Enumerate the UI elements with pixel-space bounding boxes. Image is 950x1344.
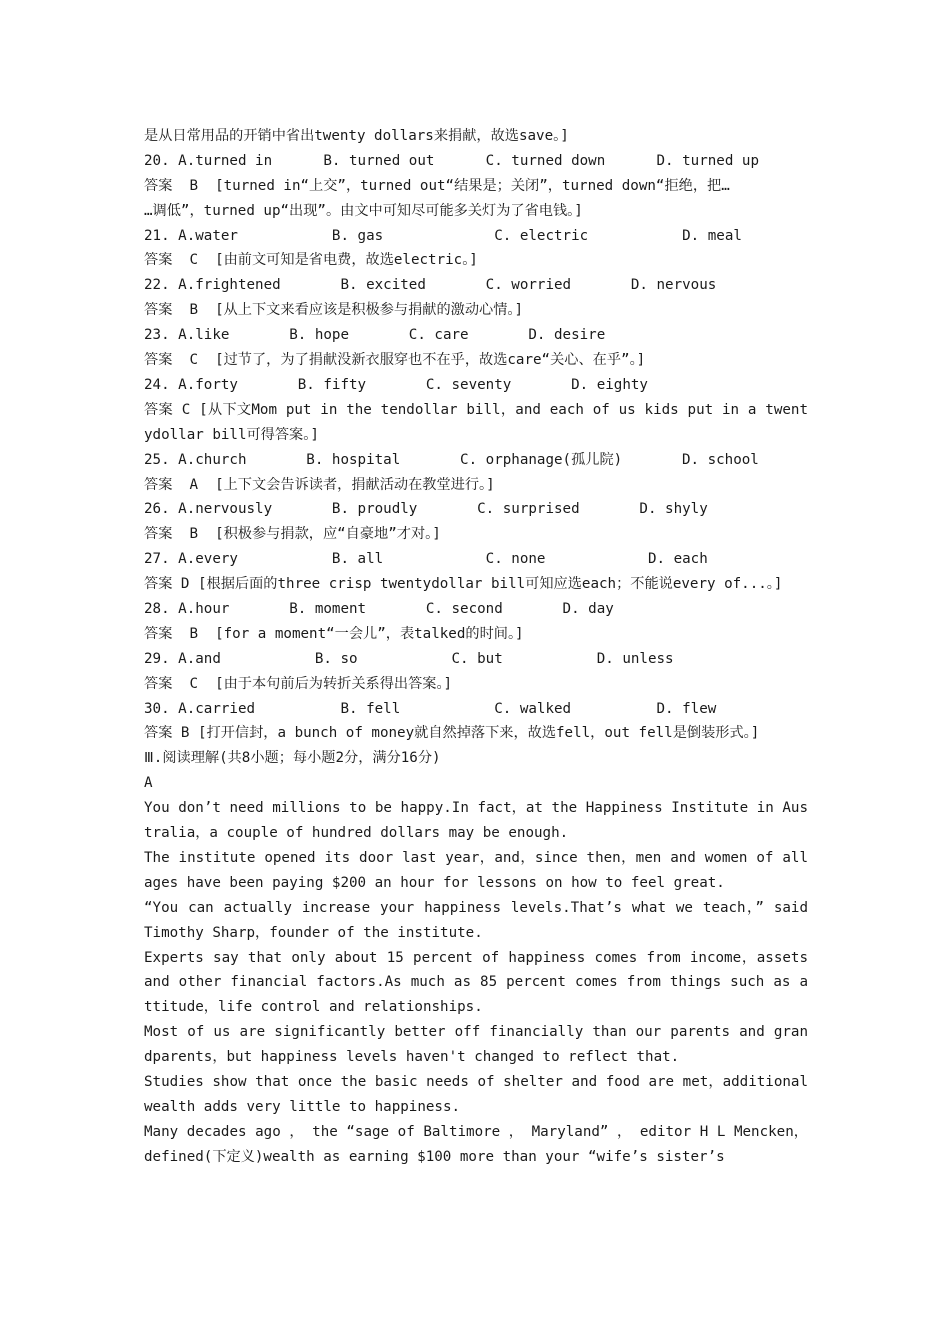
question-26: 26. A.nervously B. proudly C. surprised D. shyly <box>144 501 708 518</box>
question-29: 29. A.and B. so C. but D. unless <box>144 650 674 667</box>
answer-24: 答案 C [从下文Mom put in the tendollar bill，and each of us kids put in a twentydollar bill可得答案。] <box>144 401 808 443</box>
paragraph: The institute opened its door last year，and，since then，men and women of all ages have been paying $200 an hour for lessons on how to feel great. <box>144 849 808 891</box>
question-27: 27. A.every B. all C. none D. each <box>144 551 708 568</box>
passage-label: A <box>144 775 153 792</box>
question-23: 23. A.like B. hope C. care D. desire <box>144 327 606 344</box>
answer-20-line2: …调低”，turned up“出现”。由文中可知尽可能多关灯为了省电钱。] <box>144 202 583 219</box>
question-21: 21. A.water B. gas C. electric D. meal <box>144 227 742 244</box>
question-28: 28. A.hour B. moment C. second D. day <box>144 600 614 617</box>
paragraph: Many decades ago ， the “sage of Baltimore ， Maryland” ， editor H L Mencken，defined(下定义)wealth as earning $100 more than your “wife’s sister’s <box>144 1123 808 1165</box>
paragraph: You don’t need millions to be happy.In fact，at the Happiness Institute in Australia，a couple of hundred dollars may be enough. <box>144 800 808 842</box>
question-25: 25. A.church B. hospital C. orphanage(孤儿院) D. school <box>144 451 759 468</box>
answer-30: 答案 B [打开信封，a bunch of money就自然掉落下来，故选fell，out fell是倒装形式。] <box>144 725 760 742</box>
answer-21: 答案 C [由前文可知是省电费，故选electric。] <box>144 252 478 269</box>
section-title: Ⅲ.阅读理解(共8小题；每小题2分，满分16分) <box>144 750 441 767</box>
answer-20-line1: 答案 B [turned in“上交”，turned out“结果是；关闭”，turned down“拒绝，把… <box>144 177 730 194</box>
paragraph: Studies show that once the basic needs of shelter and food are met，additional wealth adds very little to happiness. <box>144 1074 808 1115</box>
answer-25: 答案 A [上下文会告诉读者，捐献活动在教堂进行。] <box>144 476 495 493</box>
paragraph: Experts say that only about 15 percent of happiness comes from income，assets and other financial factors.As much as 85 percent comes from things such as attitude，life control and relationships. <box>144 949 808 1016</box>
answer-22: 答案 B [从上下文来看应该是积极参与捐献的激动心情。] <box>144 302 524 319</box>
answer-26: 答案 B [积极参与捐款，应“自豪地”才对。] <box>144 526 441 543</box>
text-line: 是从日常用品的开销中省出twenty dollars来捐献，故选save。] <box>144 128 569 144</box>
question-22: 22. A.frightened B. excited C. worried D. nervous <box>144 277 717 294</box>
question-24: 24. A.forty B. fifty C. seventy D. eighty <box>144 376 648 393</box>
paragraph: Most of us are significantly better off financially than our parents and grandparents，but happiness levels haven't changed to reflect that. <box>144 1024 808 1066</box>
answer-29: 答案 C [由于本句前后为转折关系得出答案。] <box>144 675 453 692</box>
question-20: 20. A.turned in B. turned out C. turned down D. turned up <box>144 152 759 169</box>
paragraph: “You can actually increase your happiness levels.That’s what we teach，” said Timothy Sharp，founder of the institute. <box>144 899 808 941</box>
answer-23: 答案 C [过节了，为了捐献没新衣服穿也不在乎，故选care“关心、在乎”。] <box>144 352 646 369</box>
answer-27: 答案 D [根据后面的three crisp twentydollar bill可知应选each；不能说every of...。] <box>144 576 783 593</box>
question-30: 30. A.carried B. fell C. walked D. flew <box>144 700 717 717</box>
answer-28: 答案 B [for a moment“一会儿”，表talked的时间。] <box>144 625 524 642</box>
document-page <box>144 124 808 1170</box>
